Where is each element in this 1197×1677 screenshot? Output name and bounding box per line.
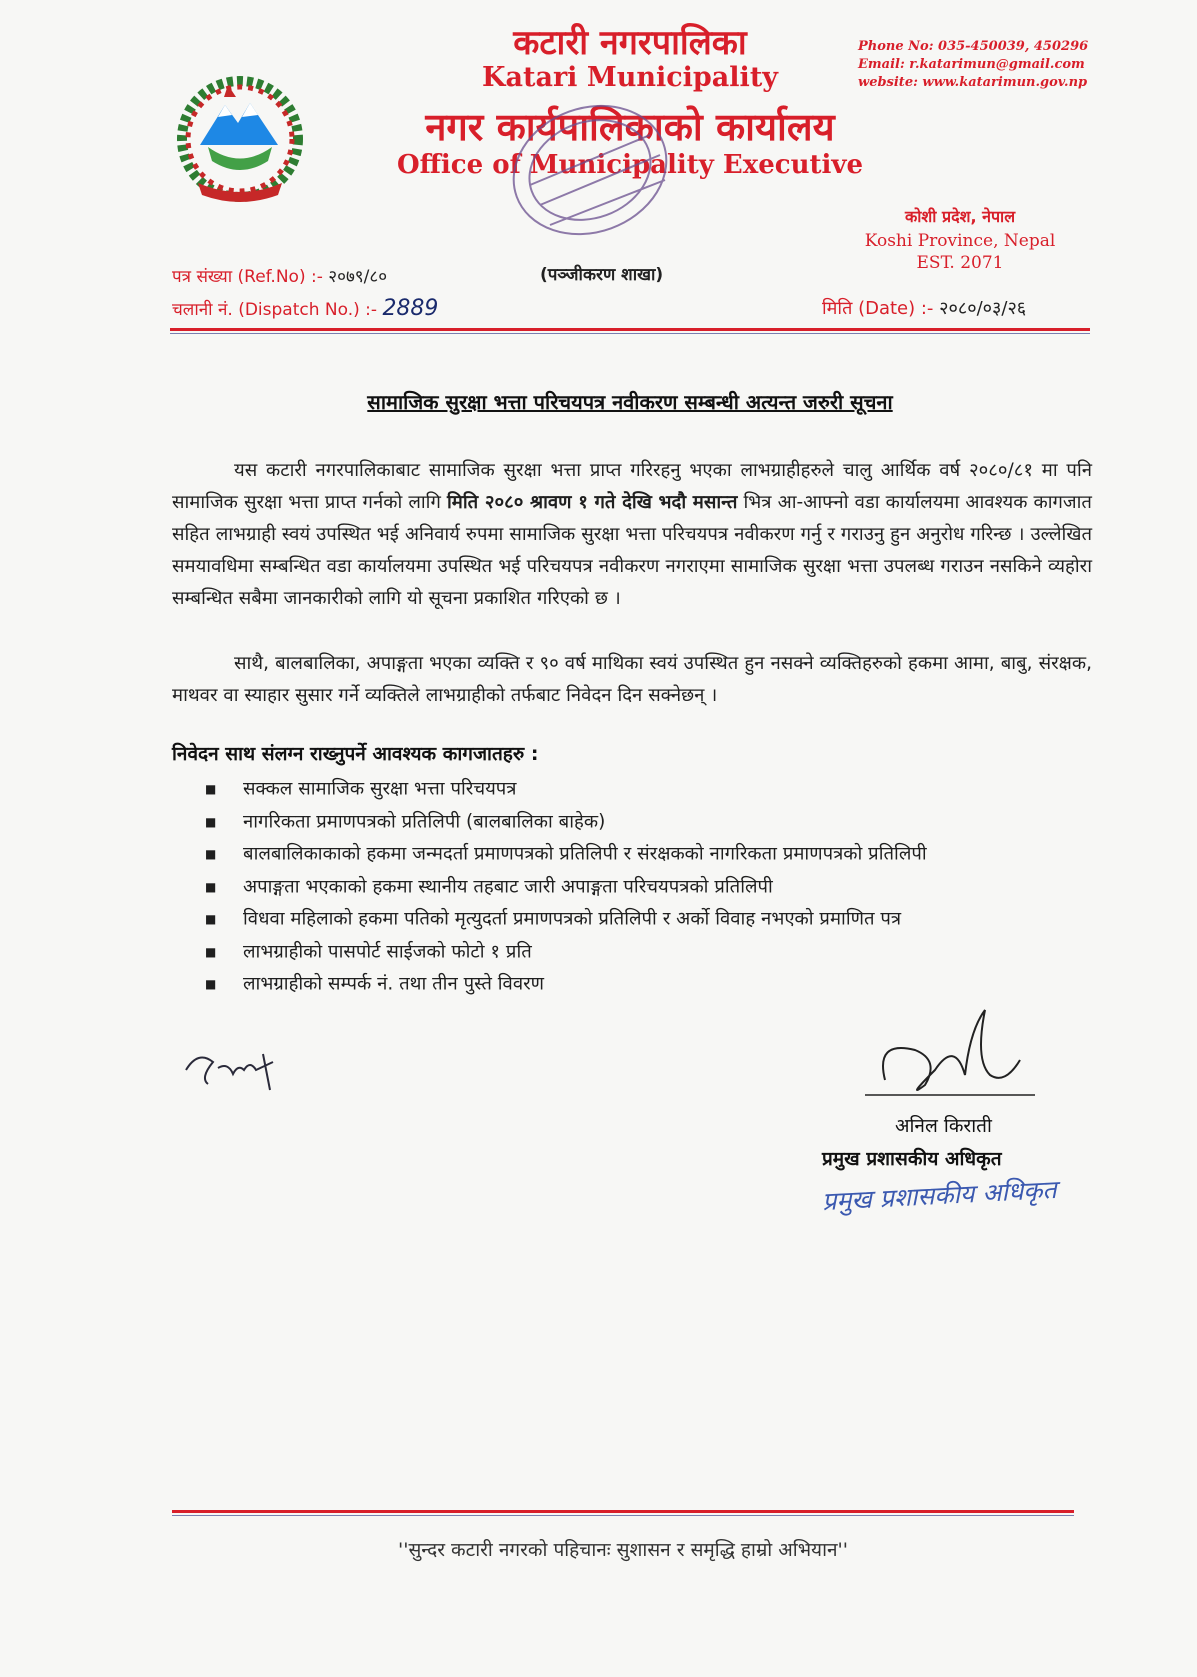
- province-english: Koshi Province, Nepal: [864, 231, 1056, 251]
- bullet-icon: ■: [205, 814, 217, 829]
- date-label: मिति (Date) :-: [822, 298, 934, 319]
- list-item: ■ विधवा महिलाको हकमा पतिको मृत्युदर्ता प्रमाणपत्रको प्रतिलिपी र अर्को विवाह नभएको प्रमाणित पत्र: [205, 903, 927, 936]
- list-item: ■ लाभग्राहीको सम्पर्क नं. तथा तीन पुस्ते विवरण: [205, 968, 927, 1001]
- footer-motto: ''सुन्दर कटारी नगरको पहिचानः सुशासन र समृद्धि हाम्रो अभियान'': [398, 1539, 848, 1561]
- letter-date: [822, 296, 1026, 320]
- established-year: EST. 2071: [916, 253, 1004, 273]
- office-seal-stamp-icon: [490, 95, 720, 270]
- para1-text-a: यस कटारी नगरपालिकाबाट सामाजिक सुरक्षा भत्ता प्राप्त गरिरहनु भएका लाभग्राहीहरुले चालु आर्थिक वर्ष २०८०/८१ मा पनि सामाजिक सुरक्षा भत्ता प्राप्त गर्नको लागि: [172, 460, 1092, 513]
- notice-paragraph-1: [172, 455, 1092, 615]
- province-block: [840, 230, 1080, 274]
- para1-bold-dates: मिति २०८० श्रावण १ गते देखि भदौ मसान्त: [446, 492, 738, 513]
- office-name-nepali: नगर कार्यपालिकाको कार्यालय: [425, 105, 835, 149]
- list-item: ■ सक्कल सामाजिक सुरक्षा भत्ता परिचयपत्र: [205, 773, 927, 806]
- date-value: २०८०/०३/२६: [939, 298, 1027, 319]
- branch-name: (पञ्जीकरण शाखा): [540, 265, 664, 285]
- list-item: ■ लाभग्राहीको पासपोर्ट साईजको फोटो १ प्रति: [205, 936, 927, 969]
- footer-divider: [172, 1510, 1074, 1516]
- bullet-icon: ■: [205, 944, 217, 959]
- ref-label: पत्र संख्या (Ref.No) :-: [172, 267, 323, 287]
- signatory-name: अनिल किराती: [895, 1115, 992, 1137]
- para1-text-b: भित्र आ-आफ्नो वडा कार्यालयमा आवश्यक कागजात सहित लाभग्राही स्वयं उपस्थित भई अनिवार्य रुपमा सामाजिक सुरक्षा भत्ता परिचयपत्र नवीकरण गर्नु र गराउनु हुन अनुरोध गरिन्छ । उल्लेखित समयावधिमा सम्बन्धित वडा कार्यालयमा उपस्थित भई परिचयपत्र नवीकरण नगराएमा सामाजिक सुरक्षा भत्ता उपलब्ध गराउन नसकिने व्यहोरा सम्बन्धित सबैमा जानकारीको लागि यो सूचना प्रकाशित गरिएको छ ।: [172, 492, 1092, 609]
- phone-number: Phone No: 035-450039, 450296: [858, 39, 1089, 54]
- signatory-title: प्रमुख प्रशासकीय अधिकृत: [822, 1148, 1002, 1170]
- org-name-english: Katari Municipality: [482, 62, 778, 93]
- office-name-english: Office of Municipality Executive: [396, 150, 864, 180]
- website-link[interactable]: website: www.katarimun.gov.np: [858, 75, 1088, 90]
- dispatch-number: [172, 296, 438, 321]
- dispatch-label: चलानी नं. (Dispatch No.) :-: [172, 300, 378, 320]
- header-divider: [170, 328, 1090, 334]
- signatory-stamp: प्रमुख प्रशासकीय अधिकृत: [821, 1174, 1058, 1217]
- handwritten-initials-icon: [178, 1040, 308, 1100]
- list-item: ■ अपाङ्गता भएकाको हकमा स्थानीय तहबाट जारी अपाङ्गता परिचयपत्रको प्रतिलिपी: [205, 871, 927, 904]
- bullet-icon: ■: [205, 847, 217, 861]
- bullet-icon: ■: [205, 782, 217, 796]
- list-item: ■ बालबालिकाकाको हकमा जन्मदर्ता प्रमाणपत्रको प्रतिलिपी र संरक्षकको नागरिकता प्रमाणपत्रको प्रतिलिपी: [205, 838, 927, 871]
- list-item: ■ नागरिकता प्रमाणपत्रको प्रतिलिपी (बालबालिका बाहेक): [205, 806, 927, 839]
- org-name-nepali: कटारी नगरपालिका: [513, 23, 747, 63]
- requirements-heading: निवेदन साथ संलग्न राख्नुपर्ने आवश्यक कागजातहरु :: [172, 743, 539, 765]
- bullet-icon: ■: [205, 912, 217, 926]
- ref-value: २०७९/८०: [328, 267, 388, 287]
- province-nepali: कोशी प्रदेश, नेपाल: [904, 207, 1016, 226]
- notice-title: सामाजिक सुरक्षा भत्ता परिचयपत्र नवीकरण सम्बन्धी अत्यन्त जरुरी सूचना: [367, 390, 893, 414]
- nepal-emblem-icon: [170, 75, 310, 210]
- dispatch-value: 2889: [382, 296, 439, 321]
- requirements-list: [205, 773, 927, 1001]
- contact-block: [858, 38, 1098, 92]
- bullet-icon: ■: [205, 977, 217, 991]
- email-address[interactable]: Email: r.katarimun@gmail.com: [858, 57, 1085, 72]
- signature-icon: [845, 1000, 1045, 1110]
- para2-text: साथै, बालबालिका, अपाङ्गता भएका व्यक्ति र ९० वर्ष माथिका स्वयं उपस्थित हुन नसक्ने व्यक्तिहरुको हकमा आमा, बाबु, संरक्षक, माथवर वा स्याहार सुसार गर्ने व्यक्तिले लाभग्राहीको तर्फबाट निवेदन दिन सक्नेछन् ।: [172, 653, 1092, 706]
- notice-paragraph-2: [172, 648, 1092, 712]
- bullet-icon: ■: [205, 879, 217, 894]
- reference-number: [172, 264, 387, 287]
